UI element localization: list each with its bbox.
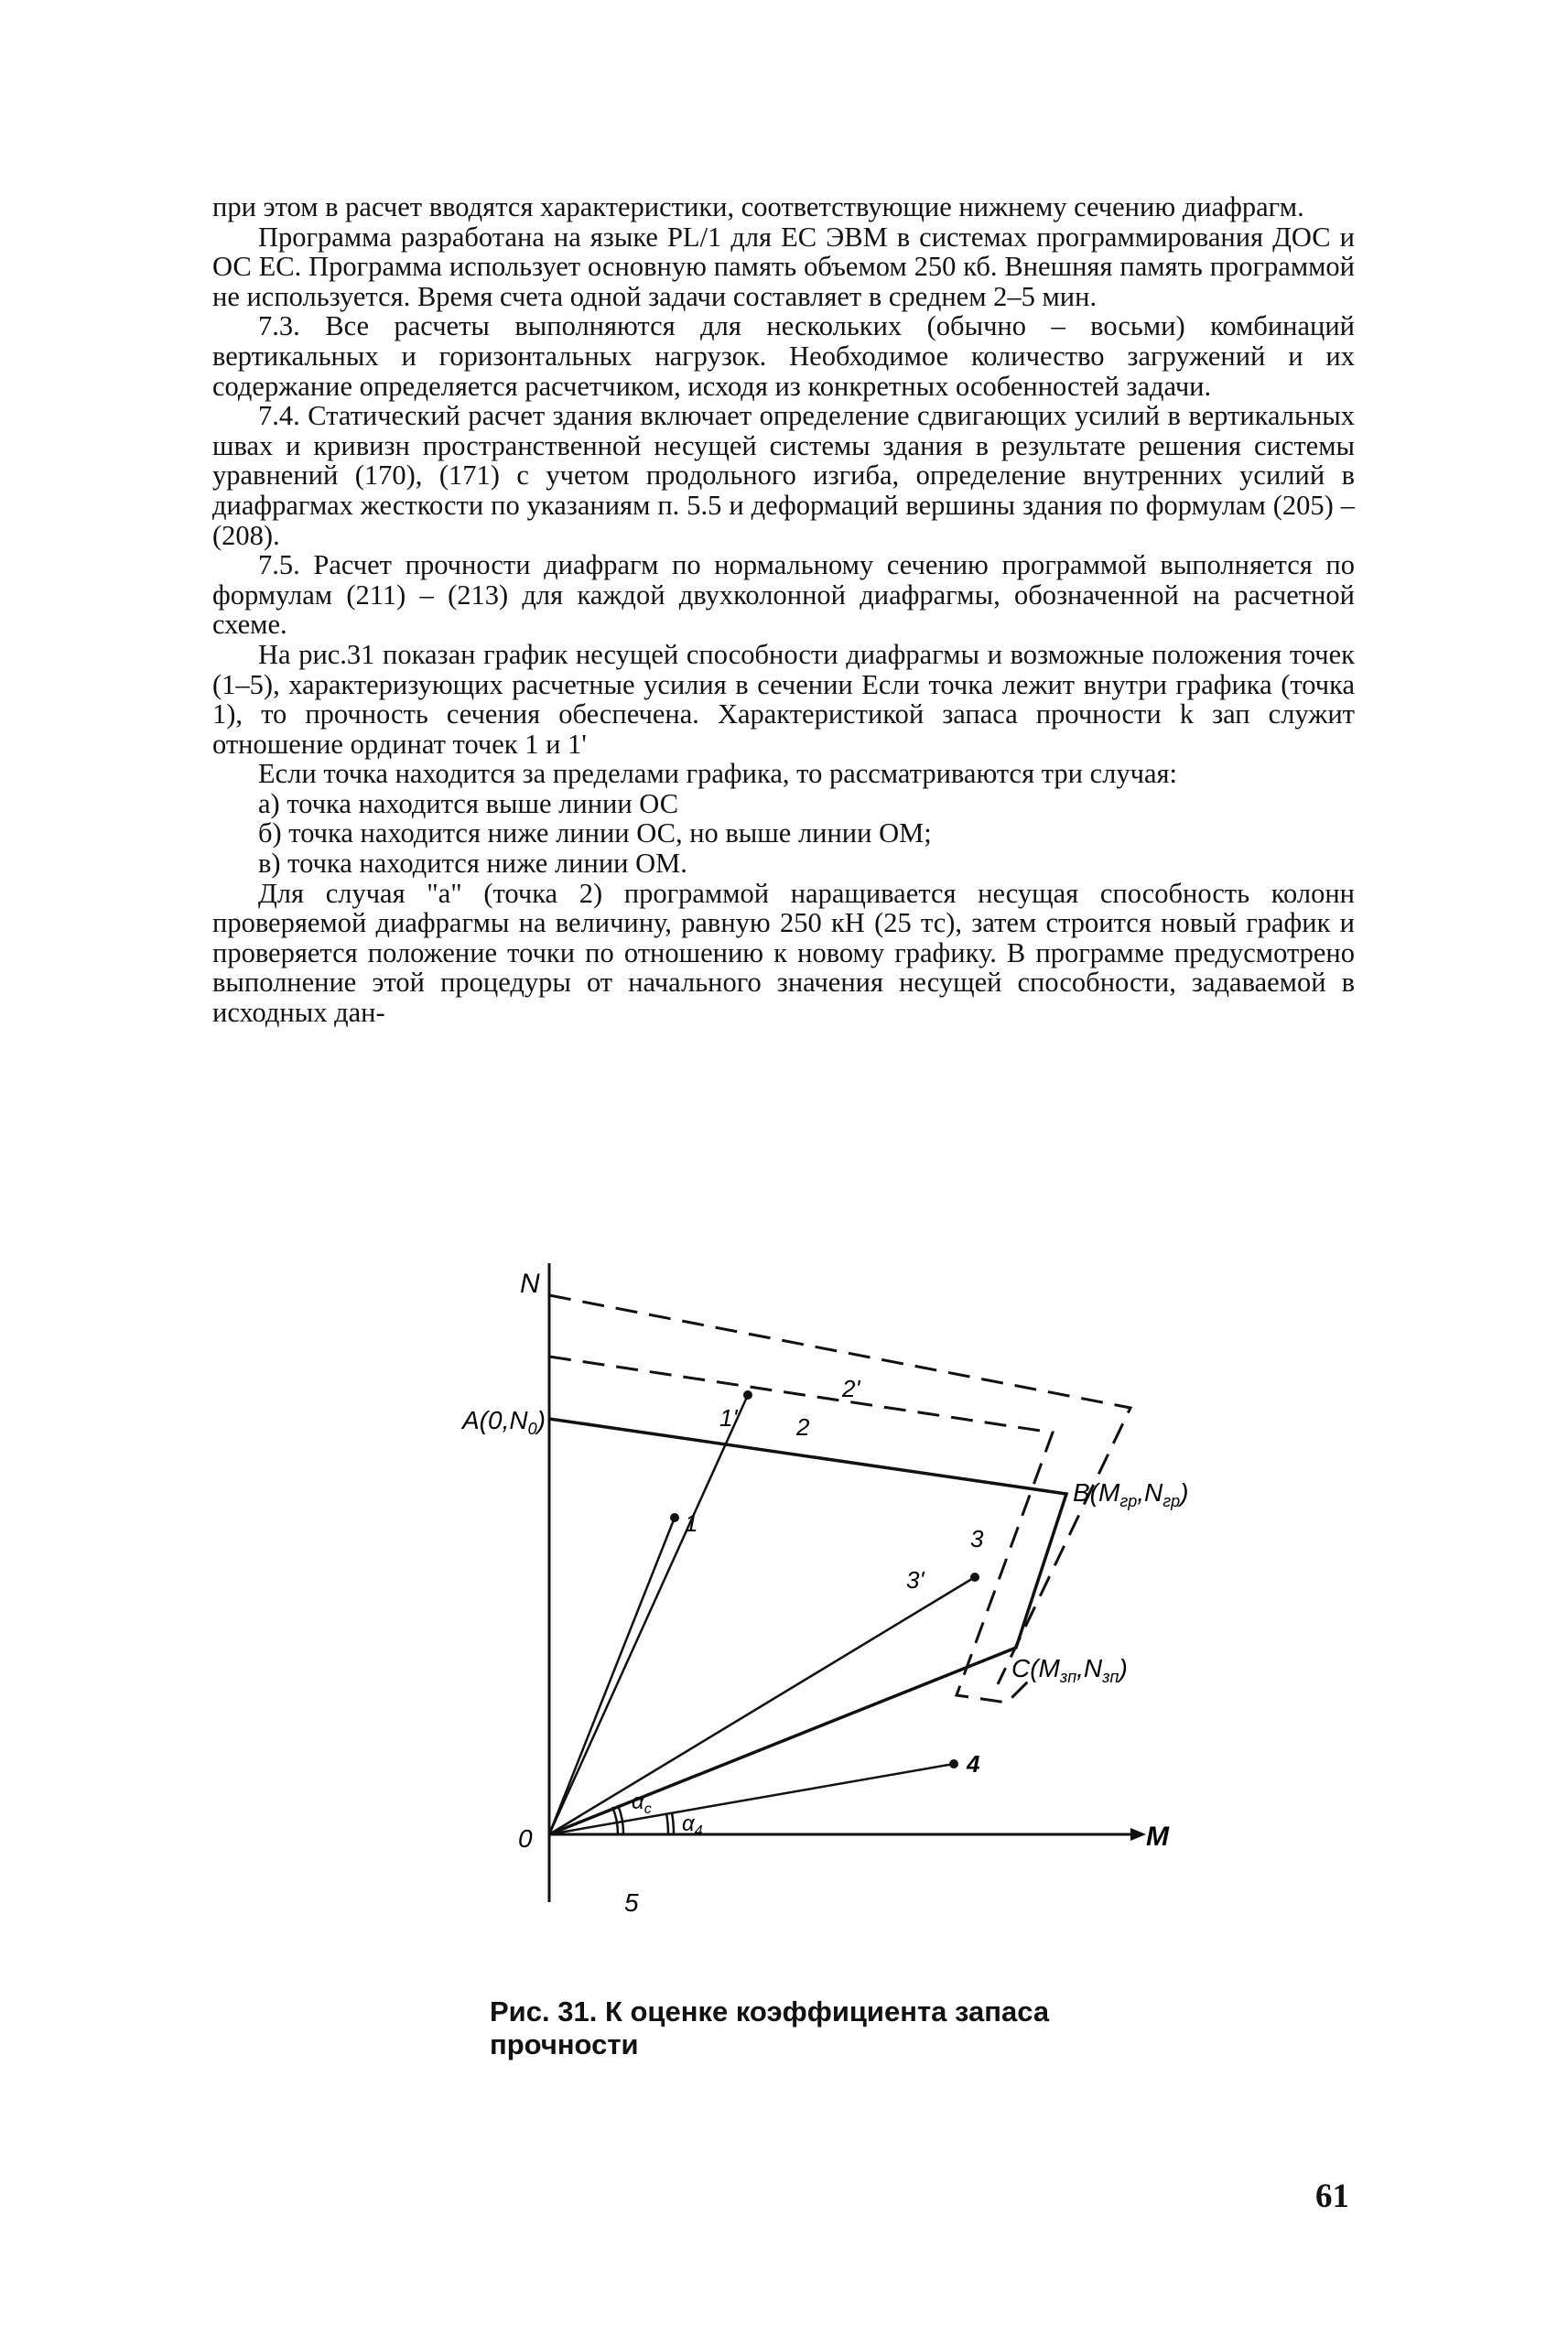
label-c: $C(M_{зп},N_{зп})$ xyxy=(1011,1654,1128,1686)
capacity-graph xyxy=(549,1419,1066,1834)
origin-label: 0 xyxy=(518,1824,533,1853)
m-axis-arrow xyxy=(1130,1828,1146,1841)
diagram-svg xyxy=(458,1254,1236,1959)
paragraph: Для случая "а" (точка 2) программой наращивается несущая способность колонн проверяемой диафрагмы на величину, равную 250 кН (25 тс), затем строится новый график и проверяется положение точки по отношению к новому графику. В программе предусмотрено выполнение этой процедуры от начального значения несущей способности, задаваемой в исходных дан- xyxy=(212,877,1355,1029)
ray-point-3 xyxy=(549,1577,975,1834)
angle-arc-c xyxy=(612,1807,618,1834)
label-b: $B(M_{гр},N_{гр})$ xyxy=(1073,1478,1189,1510)
label-point-1-prime: 1' xyxy=(719,1404,738,1432)
figure-31 xyxy=(458,1254,1236,1959)
page-number: 61 xyxy=(1315,2178,1349,2215)
angle-arc-4 xyxy=(666,1813,668,1834)
point-4 xyxy=(949,1759,958,1768)
caption-text: К оценке коэффициента запаса прочности xyxy=(490,1995,1050,2060)
ray-point-4 xyxy=(549,1764,954,1834)
label-a: $A(0,N_0)$ xyxy=(462,1406,546,1438)
axis-m-label: M xyxy=(1146,1822,1169,1852)
paragraph: На рис.31 показан график несущей способности диафрагмы и возможные положения точек (1–5), характеризующих расчетные усилия в сечении Если точка лежит внутри графика (точка 1), то прочность сечения обеспечена. Характеристикой запаса прочности k зап служит отношение ординат точек 1 и 1' xyxy=(212,638,1355,760)
label-alpha-4: $\alpha_4$ xyxy=(682,1811,703,1839)
label-alpha-c: $\alpha_c$ xyxy=(632,1790,652,1817)
label-point-3-prime: 3' xyxy=(906,1566,925,1594)
caption-prefix: Рис. xyxy=(490,1995,550,2028)
label-point-3: 3 xyxy=(970,1525,984,1552)
paragraph: Если точка находится за пределами графика, то рассматриваются три случая: xyxy=(258,758,1178,790)
list-item: а) точка находится выше линии ОС xyxy=(258,787,679,819)
label-point-2: 2 xyxy=(796,1413,810,1441)
angle-arc-4 xyxy=(672,1812,674,1834)
list-item: б) точка находится ниже линии ОС, но выше линии ОМ; xyxy=(258,817,932,849)
point-1 xyxy=(670,1513,679,1522)
caption-number: 31. xyxy=(557,1995,598,2028)
paragraph: Программа разработана на языке PL/1 для ЕС ЭВМ в системах программирования ДОС и ОС ЕС. Программа использует основную память объемом 250 кб. Внешняя память программой не используется. Время счета одной задачи составляет в среднем 2–5 мин. xyxy=(212,221,1355,312)
label-point-5: 5 xyxy=(624,1888,639,1917)
ray-point-1 xyxy=(549,1518,675,1834)
paragraph: при этом в расчет вводятся характеристики, соответствующие нижнему сечению диафрагм. xyxy=(212,191,1304,222)
label-point-4: 4 xyxy=(967,1750,980,1778)
axis-n-label: N xyxy=(520,1269,540,1299)
point-3 xyxy=(970,1573,979,1582)
figure-caption xyxy=(490,1995,1167,2061)
paragraph: 7.5. Расчет прочности диафрагм по нормальному сечению программой выполняется по формулам (211) – (213) для каждой двухколонной диафрагмы, обозначенной на расчетной схеме. xyxy=(212,549,1355,641)
paragraph: 7.4. Статический расчет здания включает определение сдвигающих усилий в вертикальных швах и кривизн пространственной несущей системы здания в результате решения системы уравнений (170), (171) с учетом продольного изгиба, определение внутренних усилий в диафрагмах жесткости по указаниям п. 5.5 и деформаций вершины здания по формулам (205) – (208). xyxy=(212,400,1355,551)
paragraph: 7.3. Все расчеты выполняются для нескольких (обычно – восьми) комбинаций вертикальных и горизонтальных нагрузок. Необходимое количество загружений и их содержание определяется расчетчиком, исходя из конкретных особенностей задачи. xyxy=(212,310,1355,402)
label-point-2-prime: 2' xyxy=(842,1375,860,1402)
point-2 xyxy=(743,1390,752,1400)
main-text xyxy=(212,192,1355,1028)
label-point-1: 1 xyxy=(685,1509,698,1537)
list-item: в) точка находится ниже линии ОМ. xyxy=(258,848,687,880)
